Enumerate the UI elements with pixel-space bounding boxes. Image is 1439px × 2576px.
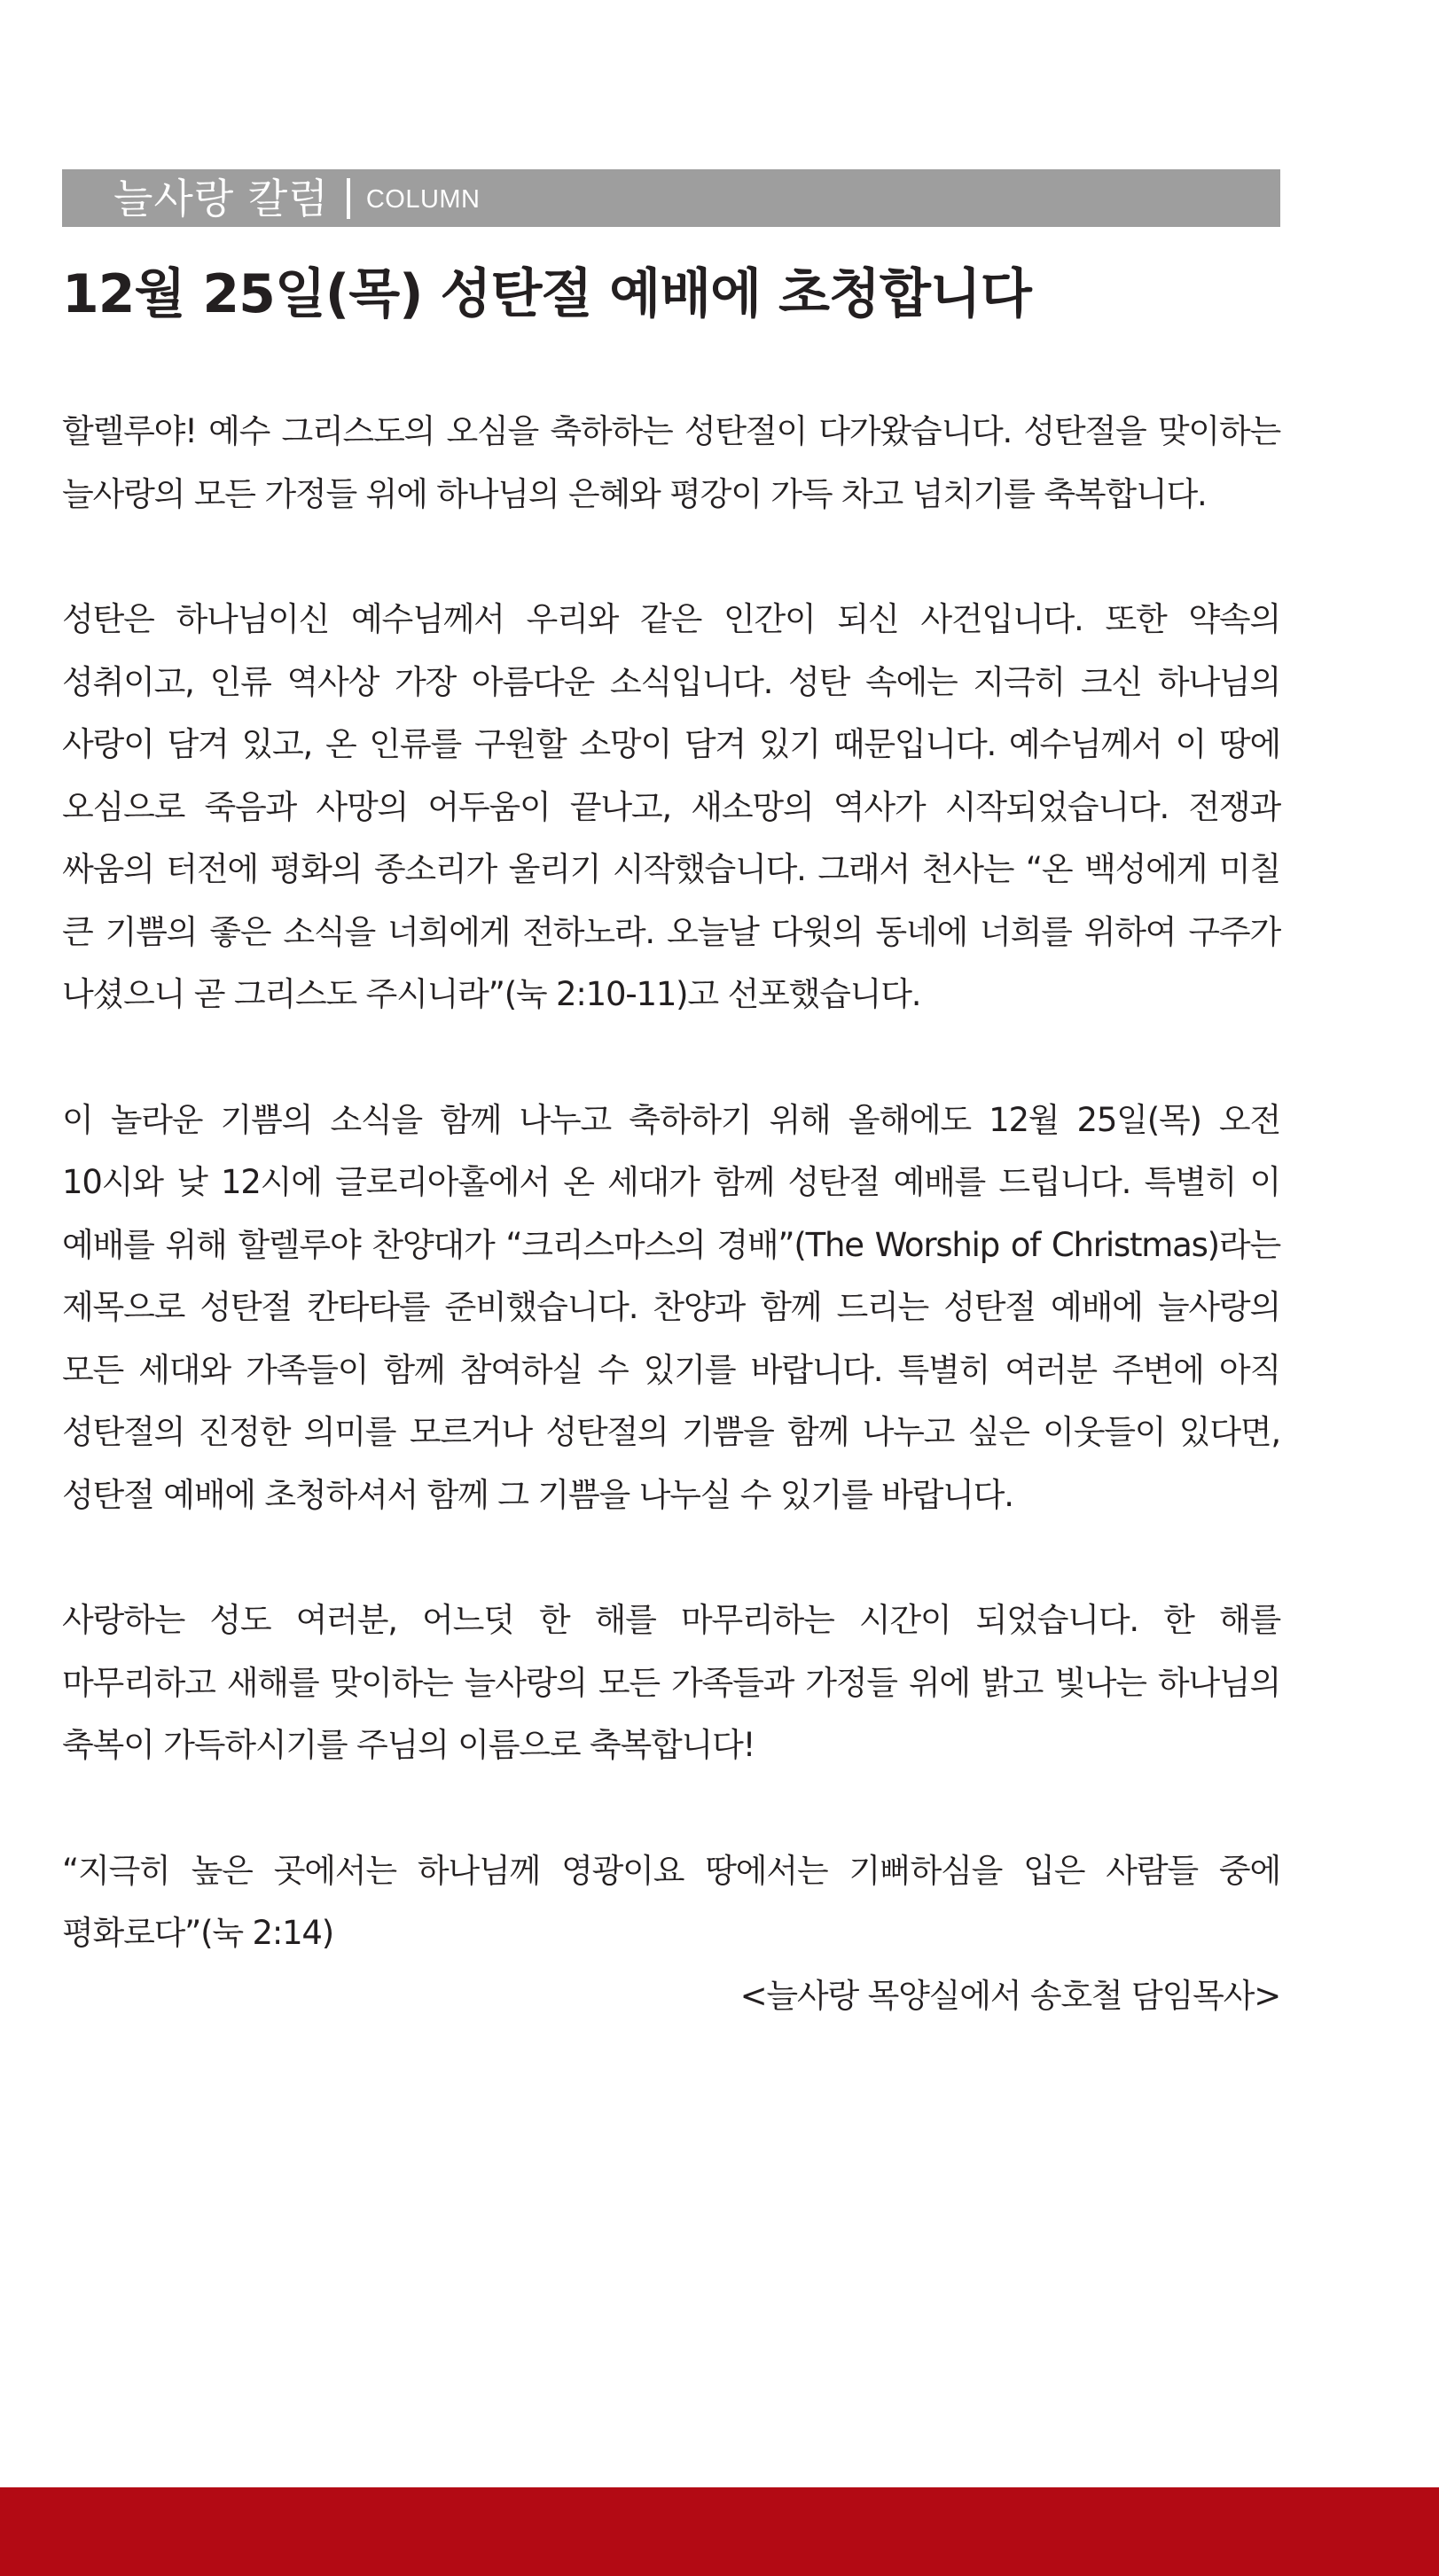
article-body: [62, 401, 1280, 2090]
article-title: 12월 25일(목) 성탄절 예배에 초청합니다: [62, 263, 1031, 325]
column-header-subtitle: COLUMN: [365, 185, 481, 214]
article-paragraph: 이 놀라운 기쁨의 소식을 함께 나누고 축하하기 위해 올해에도 12월 25일(목) 오전 10시와 낮 12시에 글로리아홀에서 온 세대가 함께 성탄절 예배를 드립니다. 특별히 이 예배를 위해 할렐루야 찬양대가 “크리스마스의 경배”(The Worship of Christmas)라는 제목으로 성탄절 칸타타를 준비했습니다. 찬양과 함께 드리는 성탄절 예배에 늘사랑의 모든 세대와 가족들이 함께 참여하실 수 있기를 바랍니다. 특별히 여러분 주변에 아직 성탄절의 진정한 의미를 모르거나 성탄절의 기쁨을 함께 나누고 싶은 이웃들이 있다면, 성탄절 예배에 초청하셔서 함께 그 기쁨을 나누실 수 있기를 바랍니다.: [62, 1100, 1280, 1514]
article-paragraph: 할렐루야! 예수 그리스도의 오심을 축하하는 성탄절이 다가왔습니다. 성탄절을 맞이하는 늘사랑의 모든 가정들 위에 하나님의 은혜와 평강이 가득 차고 넘치기를 축복합니다.: [62, 412, 1280, 513]
column-header-title: 늘사랑 칼럼: [113, 174, 329, 222]
header-divider: [347, 178, 350, 219]
article-paragraph: 성탄은 하나님이신 예수님께서 우리와 같은 인간이 되신 사건입니다. 또한 약속의 성취이고, 인류 역사상 가장 아름다운 소식입니다. 성탄 속에는 지극히 크신 하나님의 사랑이 담겨 있고, 온 인류를 구원할 소망이 담겨 있기 때문입니다. 예수님께서 이 땅에 오심으로 죽음과 사망의 어두움이 끝나고, 새소망의 역사가 시작되었습니다. 전쟁과 싸움의 터전에 평화의 종소리가 울리기 시작했습니다. 그래서 천사는 “온 백성에게 미칠 큰 기쁨의 좋은 소식을 너희에게 전하노라. 오늘날 다윗의 동네에 너희를 위하여 구주가 나셨으니 곧 그리스도 주시니라”(눅 2:10-11)고 선포했습니다.: [62, 600, 1280, 1013]
scripture-quote: “지극히 높은 곳에서는 하나님께 영광이요 땅에서는 기뻐하심을 입은 사람들 중에 평화로다”(눅 2:14): [62, 1851, 1280, 1952]
article-paragraph: 사랑하는 성도 여러분, 어느덧 한 해를 마무리하는 시간이 되었습니다. 한 해를 마무리하고 새해를 맞이하는 늘사랑의 모든 가족들과 가정들 위에 밝고 빛나는 하나님의 축복이 가득하시기를 주님의 이름으로 축복합니다!: [62, 1601, 1280, 1764]
footer-bar: [0, 2487, 1439, 2576]
column-header-bar: [62, 169, 1280, 227]
author-signature: <늘사랑 목양실에서 송호철 담임목사>: [739, 1976, 1280, 2015]
